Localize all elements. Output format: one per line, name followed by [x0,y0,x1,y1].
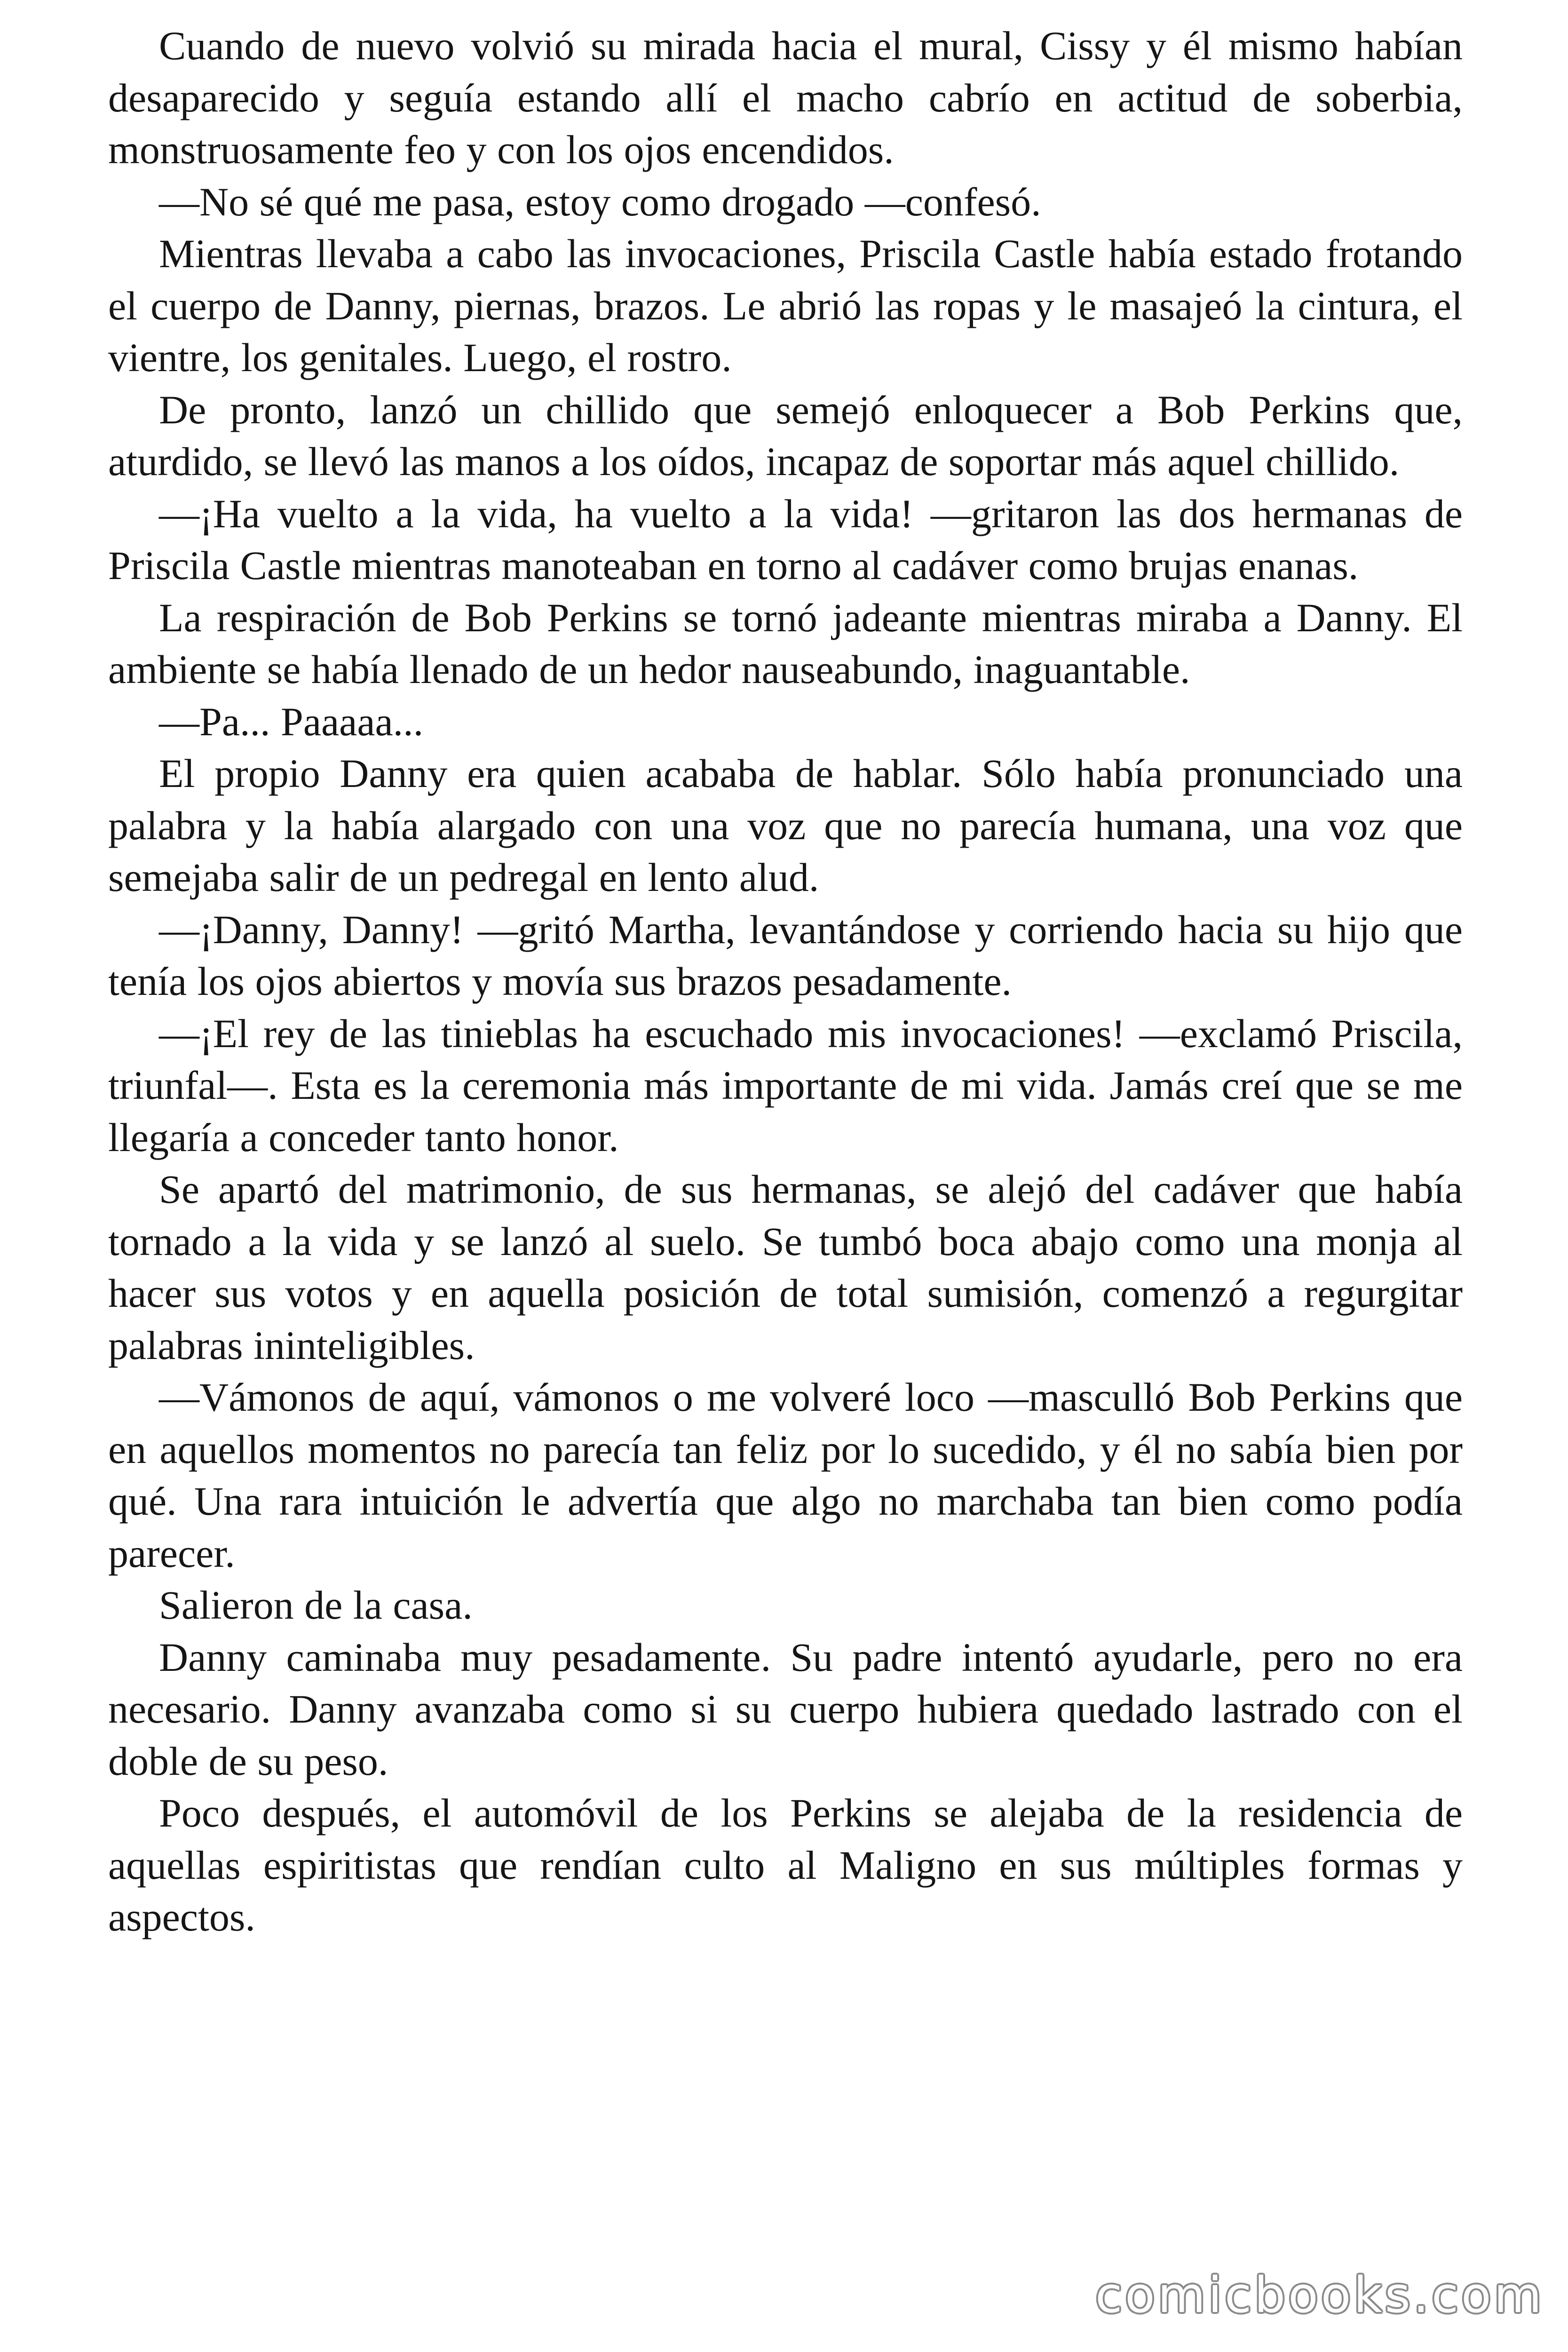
paragraph: Poco después, el automóvil de los Perkins se alejaba de la residencia de aquellas espiritistas que rendían culto al Maligno en sus múltiples formas y aspectos. [108,1790,1463,1939]
paragraph: La respiración de Bob Perkins se tornó jadeante mientras miraba a Danny. El ambiente se había llenado de un hedor nauseabundo, inaguantable. [108,595,1463,692]
paragraph: Danny caminaba muy pesadamente. Su padre intentó ayudarle, pero no era necesario. Danny avanzaba como si su cuerpo hubiera quedado lastrado con el doble de su peso. [108,1634,1463,1784]
paragraph: Cuando de nuevo volvió su mirada hacia el mural, Cissy y él mismo habían desaparecido y seguía estando allí el macho cabrío en actitud de soberbia, monstruosamente feo y con los ojos encendidos. [108,23,1463,172]
paragraph: —Vámonos de aquí, vámonos o me volveré loco —masculló Bob Perkins que en aquellos momentos no parecía tan feliz por lo sucedido, y él no sabía bien por qué. Una rara intuición le advertía que algo no marchaba tan bien como podía parecer. [108,1375,1463,1576]
paragraph: Mientras llevaba a cabo las invocaciones, Priscila Castle había estado frotando el cuerpo de Danny, piernas, brazos. Le abrió las ropas y le masajeó la cintura, el vientre, los genitales. Luego, el rostro. [108,231,1463,380]
watermark: comicbooks.com [1095,2266,1544,2324]
paragraph: —¡Ha vuelto a la vida, ha vuelto a la vida! —gritaron las dos hermanas de Priscila Castle mientras manoteaban en torno al cadáver como brujas enanas. [108,491,1463,588]
paragraph: —No sé qué me pasa, estoy como drogado —confesó. [159,179,1041,224]
paragraph: El propio Danny era quien acababa de hablar. Sólo había pronunciado una palabra y la había alargado con una voz que no parecía humana, una voz que semejaba salir de un pedregal en lento alud. [108,751,1463,900]
paragraph: Salieron de la casa. [159,1582,473,1628]
paragraph: —¡El rey de las tinieblas ha escuchado mis invocaciones! —exclamó Priscila, triunfal—. Esta es la ceremonia más importante de mi vida. Jamás creí que se me llegaría a conceder tanto honor. [108,1010,1463,1160]
paragraph: Se apartó del matrimonio, de sus hermanas, se alejó del cadáver que había tornado a la vida y se lanzó al suelo. Se tumbó boca abajo como una monja al hacer sus votos y en aquella posición de total sumisión, comenzó a regurgitar palabras ininteligibles. [108,1167,1463,1368]
page-body [108,20,1463,1943]
paragraph: —¡Danny, Danny! —gritó Martha, levantándose y corriendo hacia su hijo que tenía los ojos abiertos y movía sus brazos pesadamente. [108,906,1463,1004]
paragraph: —Pa... Paaaaa... [159,699,424,744]
paragraph: De pronto, lanzó un chillido que semejó enloquecer a Bob Perkins que, aturdido, se llevó las manos a los oídos, incapaz de soportar más aquel chillido. [108,387,1463,484]
